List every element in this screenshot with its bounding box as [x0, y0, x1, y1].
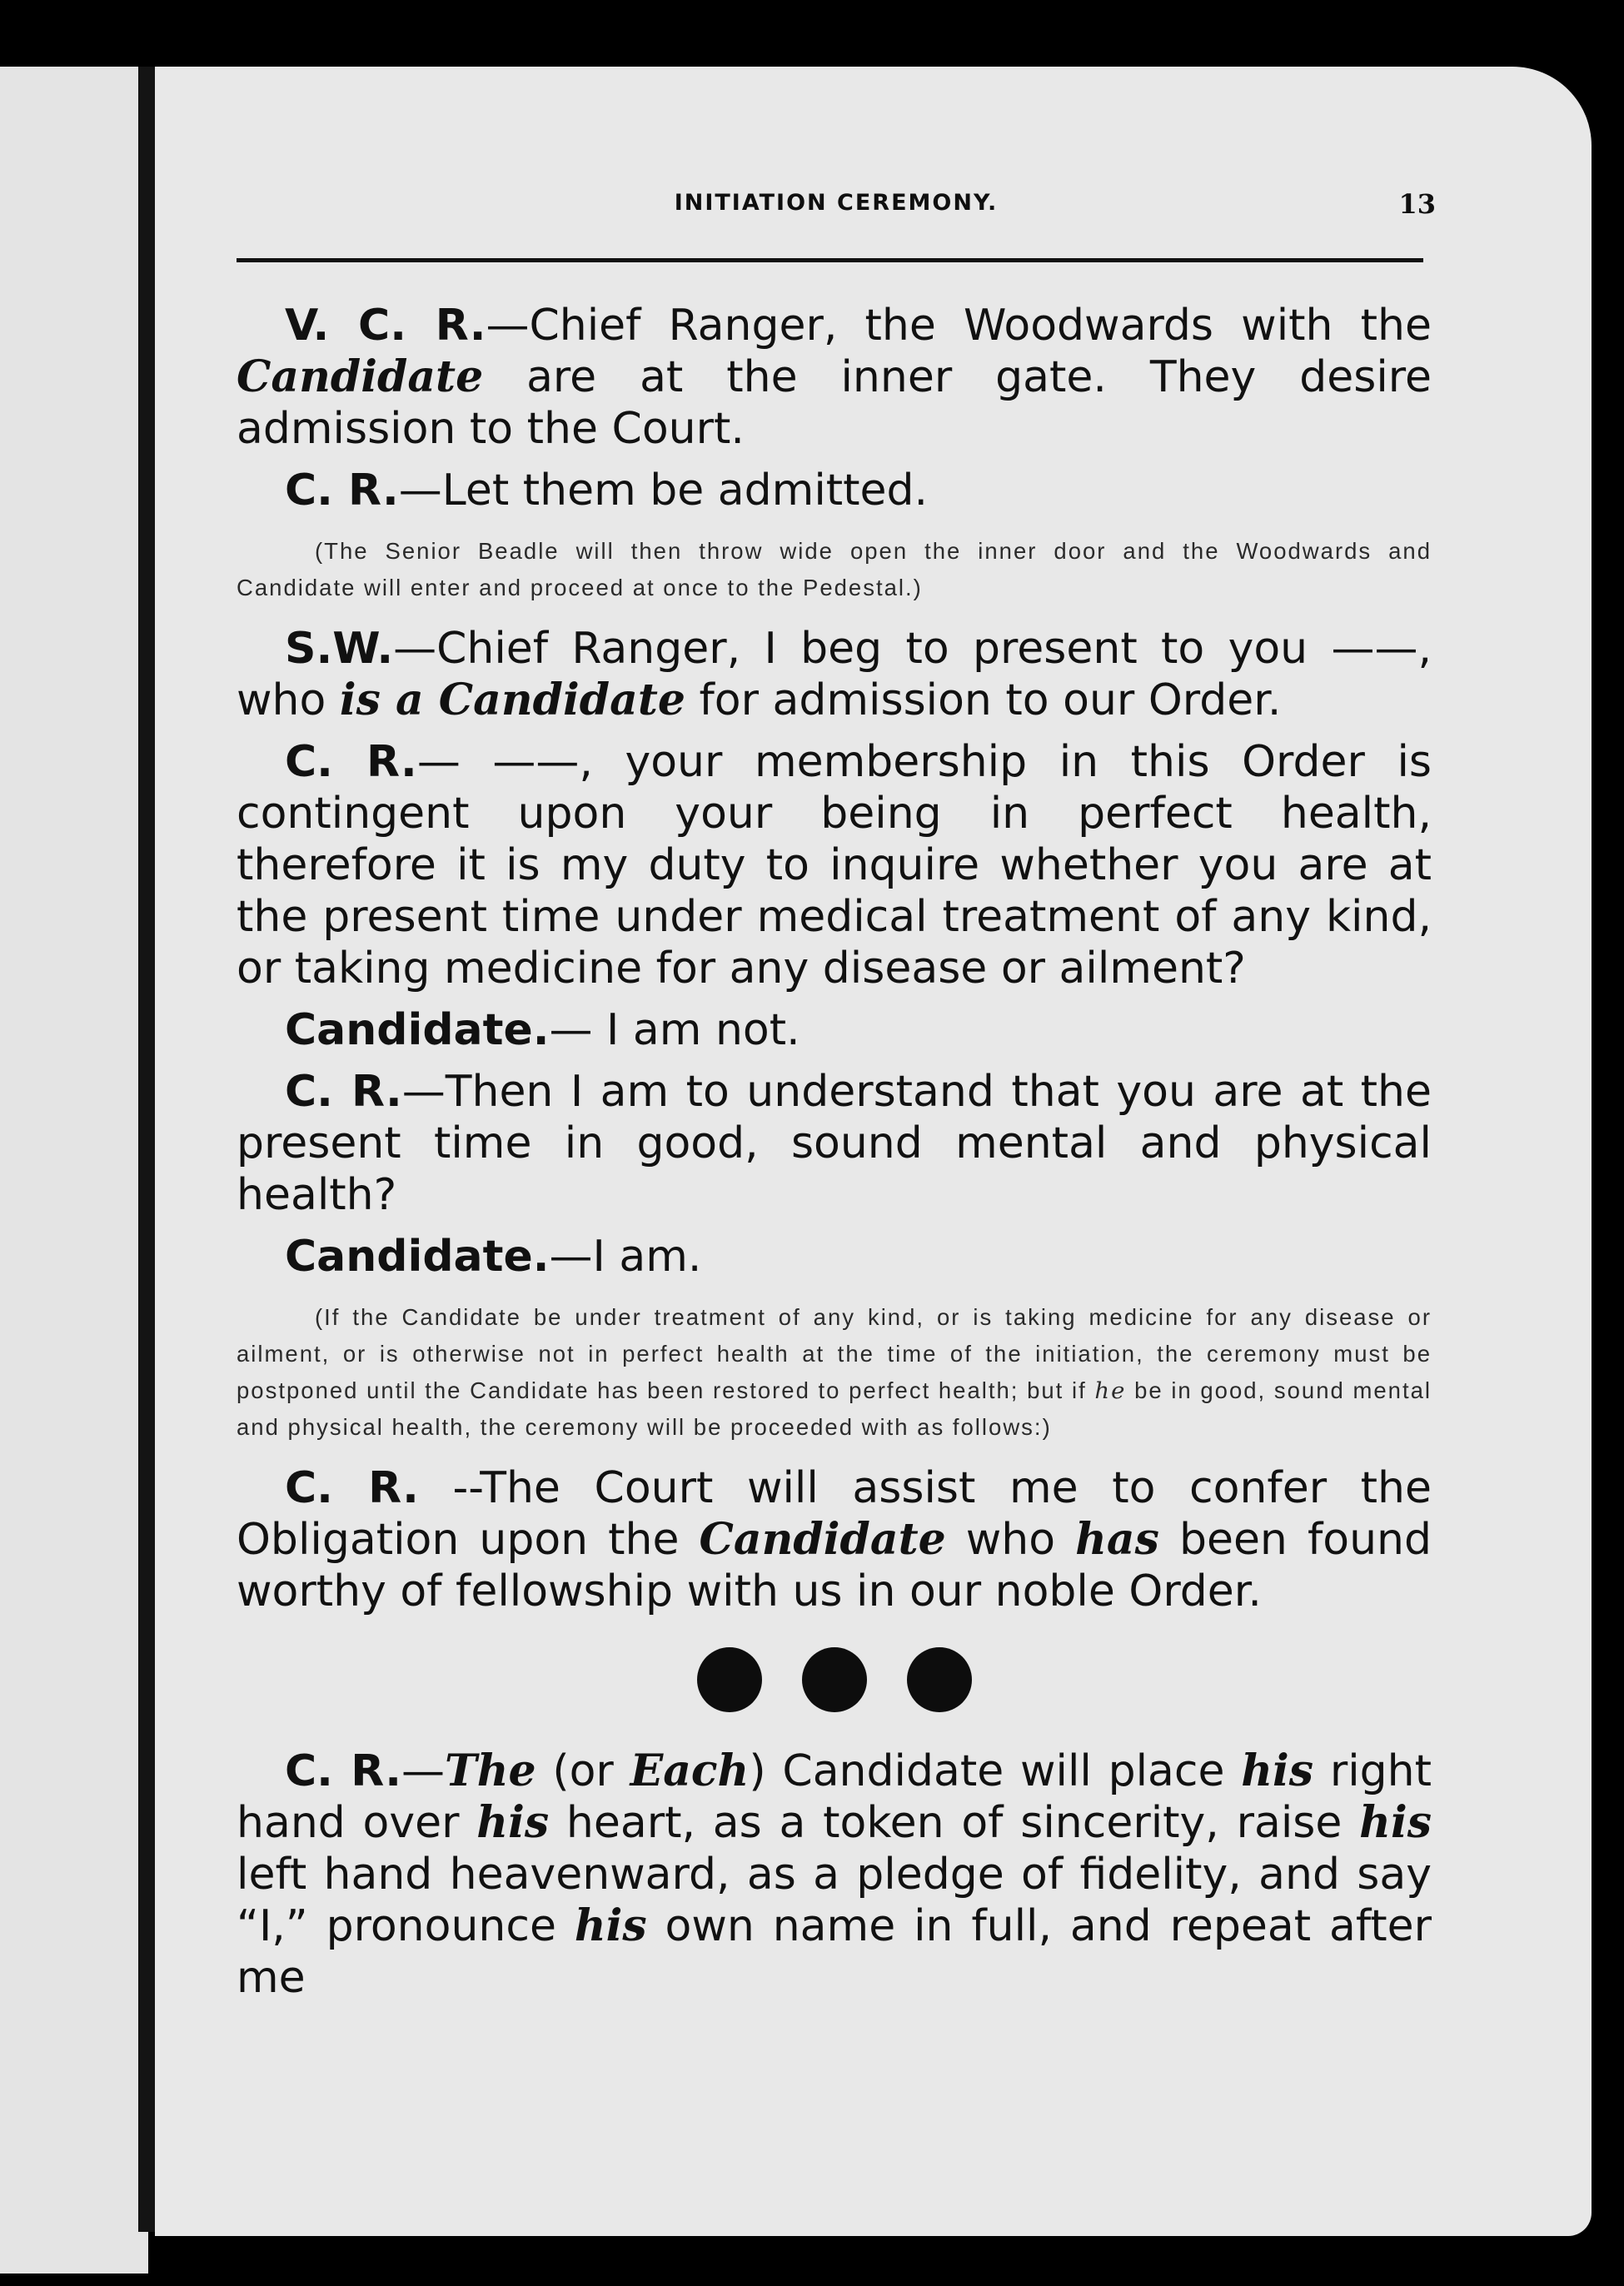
speaker-label: C. R. — [285, 1746, 401, 1796]
dialogue-text: — — [401, 1746, 445, 1796]
page-number: 13 — [1398, 188, 1436, 220]
dialogue-cr-admit — [237, 465, 1432, 516]
speaker-label: Candidate. — [285, 1005, 550, 1055]
dialogue-italic: his — [476, 1797, 550, 1848]
dialogue-text: —Chief Ranger, I beg to present to you ——, who — [237, 624, 1432, 725]
page-header — [237, 190, 1436, 227]
dialogue-text: ) Candidate will place — [749, 1746, 1242, 1796]
dialogue-text: who — [945, 1515, 1076, 1565]
ornament-dot — [697, 1647, 762, 1712]
facing-page-edge — [0, 67, 148, 2274]
dialogue-italic: Candidate — [237, 351, 484, 402]
stage-direction-1: (The Senior Beadle will then throw wide open the inner door and the Woodwards and Candidate will enter and proceed at once to the Pedestal.) — [237, 538, 1432, 600]
dialogue-cr-understand — [237, 1066, 1432, 1221]
dialogue-text: are at the inner gate. They desire admission to the Court. — [237, 352, 1432, 454]
dialogue-italic: his — [1241, 1746, 1314, 1796]
stage-direction-2 — [237, 1299, 1432, 1446]
dialogue-text: — I am not. — [549, 1005, 800, 1055]
note-italic: he — [1094, 1377, 1127, 1404]
note-text: be in good, sound mental and physical health, the ceremony will be proceeded with as follows:) — [237, 1377, 1432, 1440]
dialogue-text: heart, as a token of sincerity, raise — [549, 1798, 1360, 1848]
dialogue-italic: Each — [630, 1746, 750, 1796]
dialogue-text: —Chief Ranger, the Woodwards with the — [486, 301, 1432, 351]
dialogue-cr-pledge — [237, 1746, 1432, 2004]
dialogue-cr-obligation — [237, 1462, 1432, 1617]
dialogue-italic: his — [574, 1900, 647, 1951]
dialogue-text: --The Court will assist me to confer the Obligation upon the — [237, 1463, 1432, 1565]
speaker-label: C. R. — [285, 1463, 419, 1513]
dialogue-text: right hand over — [237, 1746, 1432, 1848]
dialogue-italic: has — [1075, 1514, 1159, 1565]
speaker-label: V. C. R. — [285, 301, 486, 351]
ornament-dot — [907, 1647, 972, 1712]
speaker-label: C. R. — [285, 737, 417, 787]
book-gutter — [138, 67, 155, 2232]
dialogue-candidate-1 — [237, 1004, 1432, 1056]
dialogue-sw — [237, 623, 1432, 726]
dialogue-italic: The — [445, 1746, 536, 1796]
dialogue-text: (or — [536, 1746, 630, 1796]
dialogue-text: —Let them be admitted. — [398, 466, 929, 515]
dialogue-italic: his — [1359, 1797, 1432, 1848]
ornament-dot — [802, 1647, 867, 1712]
dialogue-text: left hand heavenward, as a pledge of fidelity, and say “I,” pronounce — [237, 1850, 1432, 1951]
note-text: (If the Candidate be under treatment of any kind, or is taking medicine for any disease or ailment, or is otherwise not in perfect health at the time of the initiation, the ceremony must be postponed until the Candidate has been restored to perfect health; but if — [237, 1304, 1432, 1403]
speaker-label: Candidate. — [285, 1232, 550, 1282]
dialogue-italic: Candidate — [699, 1514, 946, 1565]
dialogue-text: own name in full, and repeat after me — [237, 1901, 1432, 2003]
book-page — [155, 67, 1592, 2236]
dialogue-text: —I am. — [549, 1232, 702, 1282]
speaker-label: C. R. — [285, 1067, 402, 1117]
header-rule — [237, 258, 1423, 262]
dialogue-text: been found worthy of fellowship with us in our noble Order. — [237, 1515, 1432, 1616]
speaker-label: S.W. — [285, 624, 394, 674]
speaker-label: C. R. — [285, 466, 399, 515]
dialogue-text: —Then I am to understand that you are at the present time in good, sound mental and physical health? — [237, 1067, 1432, 1220]
dialogue-vcr — [237, 300, 1432, 455]
text-block — [237, 300, 1432, 2004]
dialogue-text: for admission to our Order. — [685, 675, 1282, 725]
dialogue-candidate-2 — [237, 1231, 1432, 1282]
dialogue-cr-health — [237, 736, 1432, 994]
running-title: INITIATION CEREMONY. — [674, 190, 999, 216]
dialogue-italic: is a Candidate — [339, 675, 685, 725]
dialogue-text: — ——, your membership in this Order is contingent upon your being in perfect health, therefore it is my duty to inquire whether you are at the present time under medical treatment of any kind, or taking medicine for any disease or ailment? — [237, 737, 1432, 994]
section-ornament — [237, 1647, 1432, 1712]
